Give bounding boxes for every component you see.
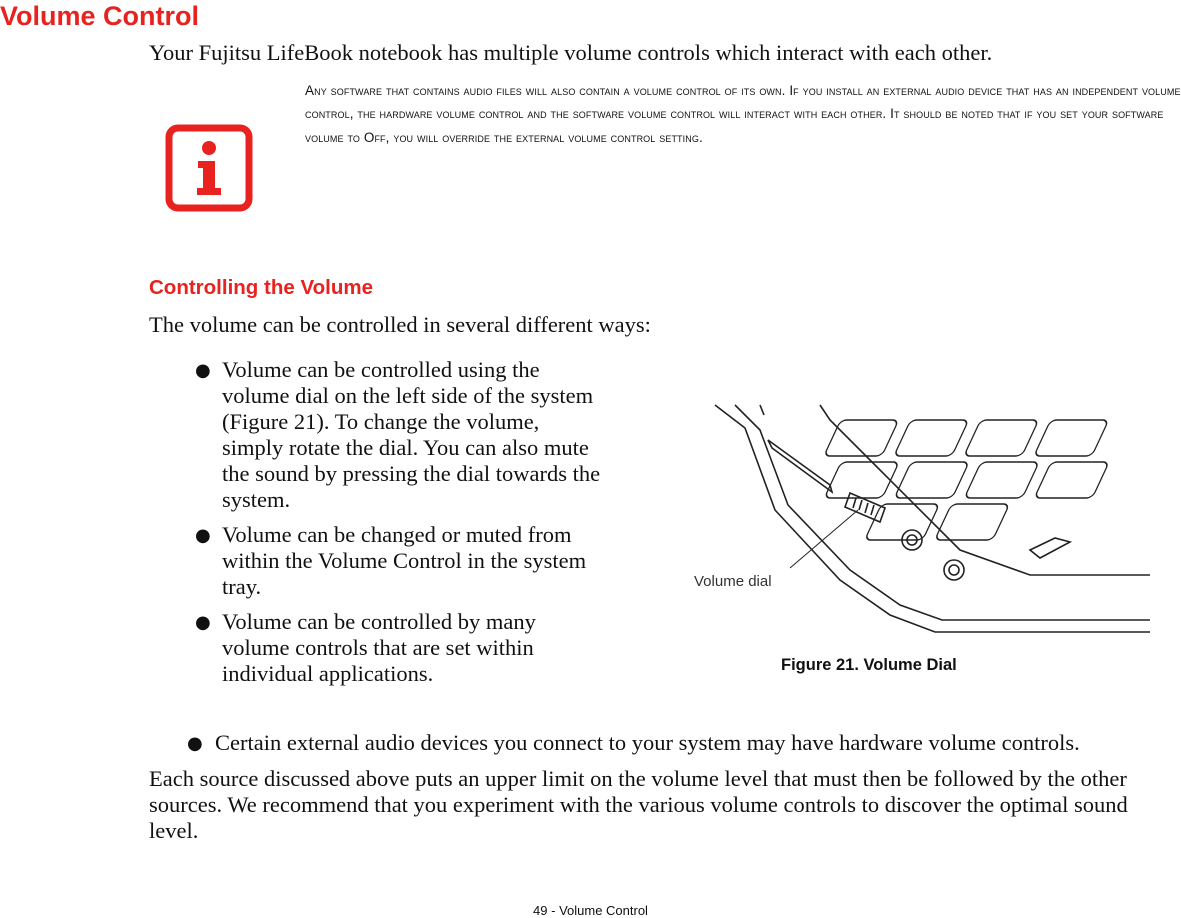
note-text: Any software that contains audio files will also contain a volume control of its own. If you install an external audio device that has an independent volume control, the hardware volume control and the software volume control will interact with each other. It should be noted that if you set your software volume to Off, you will override the external volume control setting. <box>305 83 1181 145</box>
bullet-icon: ● <box>195 360 211 381</box>
list-item: ● Certain external audio devices you connect to your system may have hardware volume controls. <box>187 730 1080 755</box>
bullet-icon: ● <box>195 612 211 633</box>
footer-section: Volume Control <box>559 903 648 918</box>
list-item: ● Volume can be controlled using the volume dial on the left side of the system (Figure 21). To change the volume, simply rotate the dial. You can also mute the sound by pressing the dial towards the system. <box>195 357 601 512</box>
page-number: 49 <box>533 903 548 918</box>
section-intro: The volume can be controlled in several different ways: <box>149 312 651 337</box>
list-item: ● Volume can be changed or muted from within the Volume Control in the system tray. <box>195 522 587 599</box>
bullet-list <box>185 357 605 696</box>
bullet-icon: ● <box>195 525 211 546</box>
bullet-icon: ● <box>187 733 203 754</box>
figure-caption: Figure 21. Volume Dial <box>781 656 957 674</box>
section-heading: Controlling the Volume <box>149 276 373 299</box>
figure-image <box>680 400 1150 640</box>
figure-callout-label: Volume dial <box>694 573 772 590</box>
info-icon <box>165 124 253 212</box>
closing-paragraph: Each source discussed above puts an upper limit on the volume level that must then be followed by the other sources. We recommend that you experiment with the various volume controls to discover the optimal sound level. <box>149 766 1128 843</box>
list-item: ● Volume can be controlled by many volume controls that are set within individual applications. <box>195 609 536 686</box>
page-title: Volume Control <box>0 1 199 31</box>
intro-paragraph: Your Fujitsu LifeBook notebook has multiple volume controls which interact with each other. <box>149 40 993 65</box>
page-footer: 49 - Volume Control <box>533 903 648 918</box>
